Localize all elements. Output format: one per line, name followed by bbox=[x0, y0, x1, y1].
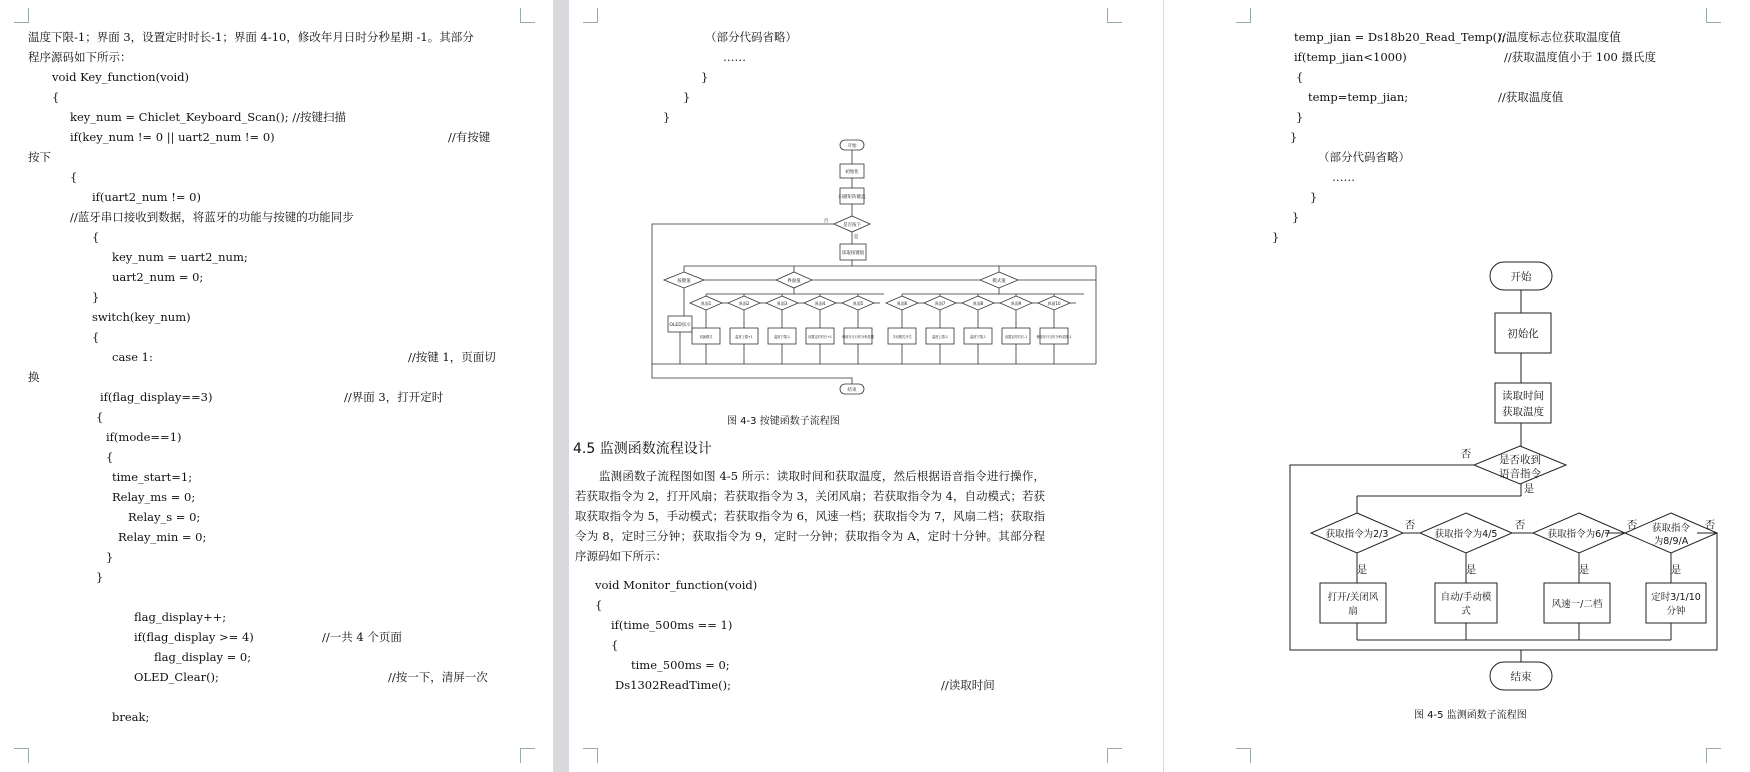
code-line: Ds1302ReadTime(); bbox=[615, 678, 731, 692]
code-comment: //按一下，清屏一次 bbox=[388, 670, 488, 684]
code-line: flag_display = 0; bbox=[154, 650, 252, 664]
flow-decision-label: 界面4 bbox=[814, 301, 826, 306]
crop-mark bbox=[1107, 8, 1122, 23]
flow-action-4-line2: 分钟 bbox=[1666, 606, 1686, 617]
code-line: } bbox=[106, 550, 114, 564]
flow-action-label: 温度下限-1 bbox=[774, 335, 790, 339]
code-line: { bbox=[92, 330, 100, 344]
code-line: key_num = uart2_num; bbox=[112, 250, 248, 264]
code-line: { bbox=[1296, 70, 1304, 84]
body-paragraph: 监测函数子流程图如图 4-5 所示：读取时间和获取温度，然后根据语音指令进行操作，若获取指令为 2，打开风扇；若获取指令为 3，关闭风扇；若获取指令为 4，自动模式；若获取获取指令为 5，手动模式；若获取指令为 6，风速一档；获取指令为 7，风扇二档；获取指令为 8，定时三分钟；获取指令为 9，定时一分钟；获取指令为 A，定时十分钟。其部分程序源码如下所示： bbox=[575, 469, 1045, 563]
flow-decision-3: 获取指令为6/7 bbox=[1547, 529, 1611, 540]
text-line: 程序源码如下所示： bbox=[28, 50, 132, 64]
flow-yes-label: 是 bbox=[1523, 483, 1535, 495]
flow-decision-label: 界面8 bbox=[972, 301, 984, 306]
flow-end-label: 结束 bbox=[1510, 671, 1532, 683]
code-line: Relay_min = 0; bbox=[118, 530, 207, 544]
flow-action-1-line2: 扇 bbox=[1348, 606, 1358, 617]
code-line: Relay_ms = 0; bbox=[112, 490, 196, 504]
flow-yes-label: 是 bbox=[1670, 564, 1682, 576]
document-page-1 bbox=[0, 0, 553, 772]
code-line: 换 bbox=[28, 370, 40, 384]
crop-mark bbox=[1706, 8, 1721, 23]
flow-action-2-line2: 式 bbox=[1461, 606, 1471, 617]
code-line: if(temp_jian<1000) bbox=[1294, 50, 1407, 64]
code-line: } bbox=[663, 110, 671, 124]
flow-yes-label: 是 bbox=[1578, 564, 1590, 576]
flow-key-decision: 按键值 bbox=[677, 279, 691, 284]
code-comment: //获取温度值小于 100 摄氏度 bbox=[1504, 50, 1657, 64]
code-line: { bbox=[611, 638, 619, 652]
code-line: } bbox=[701, 70, 709, 84]
flow-start-label: 开始 bbox=[1510, 271, 1532, 283]
flow-start-label: 开始 bbox=[847, 144, 857, 149]
flow-action-label: 修改年月日时分秒星期 bbox=[842, 335, 874, 339]
crop-mark bbox=[14, 8, 29, 23]
flow-decision-label: 界面5 bbox=[852, 301, 864, 306]
code-line: { bbox=[96, 410, 104, 424]
document-page-2 bbox=[569, 0, 1163, 772]
code-line: if(uart2_num != 0) bbox=[92, 190, 201, 204]
code-comment: //有按键 bbox=[448, 130, 491, 144]
code-line: case 1: bbox=[112, 350, 153, 364]
flow-init-label: 初始化 bbox=[845, 170, 859, 175]
flow-mode-decision: 模式值 bbox=[992, 279, 1006, 284]
flow-init-label: 初始化 bbox=[1507, 328, 1539, 340]
code-line: 按下 bbox=[28, 150, 51, 164]
figure-caption: 图 4-3 按键函数子流程图 bbox=[727, 416, 840, 427]
key-function-flowchart bbox=[644, 138, 1114, 398]
code-line: } bbox=[96, 570, 104, 584]
flow-voice-decision: 是否收到 bbox=[1499, 454, 1541, 466]
flow-action-label: 设置定时时长-1 bbox=[1004, 335, 1028, 339]
code-line: temp=temp_jian; bbox=[1308, 90, 1409, 104]
code-line: key_num = Chiclet_Keyboard_Scan(); //按键扫描 bbox=[70, 110, 347, 124]
flow-end-label: 结束 bbox=[847, 388, 857, 393]
code-line: if(flag_display==3) bbox=[100, 390, 213, 404]
flow-voice-decision-line2: 语音指令 bbox=[1499, 468, 1541, 480]
code-line: flag_display++; bbox=[134, 610, 227, 624]
code-line: } bbox=[1296, 110, 1304, 124]
code-line: if(time_500ms == 1) bbox=[611, 618, 733, 632]
flow-decision-label: 界面7 bbox=[934, 301, 946, 306]
flow-action-label: 温度上限+1 bbox=[735, 335, 753, 339]
code-comment: //按键 1，页面切 bbox=[408, 350, 496, 364]
code-line: if(key_num != 0 || uart2_num != 0) bbox=[70, 130, 275, 144]
code-line: OLED_Clear(); bbox=[134, 670, 219, 684]
flow-action-label: 温度下限-1 bbox=[970, 335, 986, 339]
code-line: } bbox=[1272, 230, 1280, 244]
code-line: （部分代码省略） bbox=[705, 30, 797, 44]
flow-action-4: 定时3/1/10 bbox=[1651, 592, 1701, 603]
flow-action-1: 打开/关闭风 bbox=[1327, 592, 1379, 603]
flow-decision-label: 界面2 bbox=[738, 301, 750, 306]
crop-mark bbox=[1107, 748, 1122, 763]
flow-decision-4: 获取指令 bbox=[1651, 523, 1691, 534]
code-line: uart2_num = 0; bbox=[112, 270, 204, 284]
monitor-function-flowchart bbox=[1254, 258, 1714, 690]
flow-action-label: 温度上限-1 bbox=[932, 335, 948, 339]
code-line: } bbox=[683, 90, 691, 104]
flow-decision-label: 界面6 bbox=[896, 301, 908, 306]
crop-mark bbox=[1236, 748, 1251, 763]
code-comment: //蓝牙串口接收到数据，将蓝牙的功能与按键的功能同步 bbox=[70, 210, 354, 224]
code-line: { bbox=[595, 598, 603, 612]
code-comment: //读取时间 bbox=[941, 678, 995, 692]
crop-mark bbox=[520, 748, 535, 763]
flow-no-label: 否 bbox=[1626, 519, 1638, 531]
code-line: void Key_function(void) bbox=[52, 70, 190, 84]
flow-read-time-label: 读取时间 bbox=[1502, 390, 1544, 402]
flow-get-temp-label: 获取温度 bbox=[1502, 406, 1544, 418]
code-line: time_500ms = 0; bbox=[631, 658, 730, 672]
code-comment: //一共 4 个页面 bbox=[322, 630, 402, 644]
code-line: （部分代码省略） bbox=[1318, 150, 1410, 164]
code-line: } bbox=[92, 290, 100, 304]
flow-action-3: 风速一/二档 bbox=[1551, 599, 1603, 610]
code-line: switch(key_num) bbox=[92, 310, 191, 324]
code-line: break; bbox=[112, 710, 150, 724]
section-heading: 4.5 监测函数流程设计 bbox=[573, 441, 712, 457]
code-line: temp_jian = Ds18b20_Read_Temp(); bbox=[1294, 30, 1506, 44]
flow-decision-label: 界面3 bbox=[776, 301, 788, 306]
code-comment: //界面 3，打开定时 bbox=[344, 390, 444, 404]
code-line: …… bbox=[1332, 170, 1355, 184]
crop-mark bbox=[14, 748, 29, 763]
flow-action-label: 设置定时时长+1 bbox=[808, 335, 832, 339]
flow-yes-label: 是 bbox=[1356, 564, 1368, 576]
figure-caption: 图 4-5 监测函数子流程图 bbox=[1414, 710, 1527, 721]
flow-yes-label: 是 bbox=[1465, 564, 1477, 576]
flow-decision-label: 界面9 bbox=[1010, 301, 1022, 306]
flow-action-label: 切换模式 bbox=[699, 335, 713, 339]
flow-action-label: 手动模式开关 bbox=[892, 335, 912, 339]
code-line: { bbox=[52, 90, 60, 104]
code-line: void Monitor_function(void) bbox=[595, 578, 758, 592]
flow-no-label: 否 bbox=[1704, 519, 1716, 531]
crop-mark bbox=[583, 748, 598, 763]
flow-decision-2: 获取指令为4/5 bbox=[1434, 529, 1498, 540]
text-line: 温度下限-1；界面 3，设置定时时长-1；界面 4-10，修改年月日时分秒星期 -1。其部分 bbox=[28, 30, 474, 44]
code-line: { bbox=[106, 450, 114, 464]
code-line: { bbox=[70, 170, 78, 184]
flow-decision-label: 界面10 bbox=[1047, 301, 1061, 306]
flow-decision-1: 获取指令为2/3 bbox=[1325, 529, 1389, 540]
flow-action-label: 修改年月日时分秒星期-1 bbox=[1036, 335, 1072, 339]
code-line: time_start=1; bbox=[112, 470, 193, 484]
code-line: Relay_s = 0; bbox=[128, 510, 201, 524]
flow-no-label: 否 bbox=[1514, 519, 1526, 531]
code-line: } bbox=[1310, 190, 1318, 204]
flow-read-label: 读取按键值 bbox=[841, 251, 865, 256]
code-line: if(flag_display >= 4) bbox=[134, 630, 254, 644]
code-line: { bbox=[92, 230, 100, 244]
crop-mark bbox=[583, 8, 598, 23]
code-comment: //获取温度值 bbox=[1498, 90, 1564, 104]
flow-yes-label: 是 bbox=[853, 235, 859, 240]
flow-decision-label: 是否按下 bbox=[843, 223, 861, 228]
flow-decision-4-line2: 为8/9/A bbox=[1653, 536, 1689, 547]
crop-mark bbox=[1706, 748, 1721, 763]
flow-scan-label: 扫描矩阵键盘 bbox=[838, 195, 866, 200]
code-line: …… bbox=[723, 50, 746, 64]
document-page-3 bbox=[1164, 0, 1750, 772]
flow-display-label: OLED显示 bbox=[669, 323, 691, 328]
code-line: } bbox=[1290, 130, 1298, 144]
flow-action-2: 自动/手动模 bbox=[1440, 592, 1492, 603]
crop-mark bbox=[520, 8, 535, 23]
flow-no-label: 否 bbox=[1460, 448, 1472, 460]
flow-page-decision: 界面值 bbox=[787, 279, 801, 284]
flow-no-label: 否 bbox=[823, 219, 829, 224]
code-line: } bbox=[1292, 210, 1300, 224]
flow-no-label: 否 bbox=[1404, 519, 1416, 531]
code-comment: //温度标志位获取温度值 bbox=[1498, 30, 1621, 44]
flow-decision-label: 界面1 bbox=[700, 301, 712, 306]
crop-mark bbox=[1236, 8, 1251, 23]
code-line: if(mode==1) bbox=[106, 430, 182, 444]
